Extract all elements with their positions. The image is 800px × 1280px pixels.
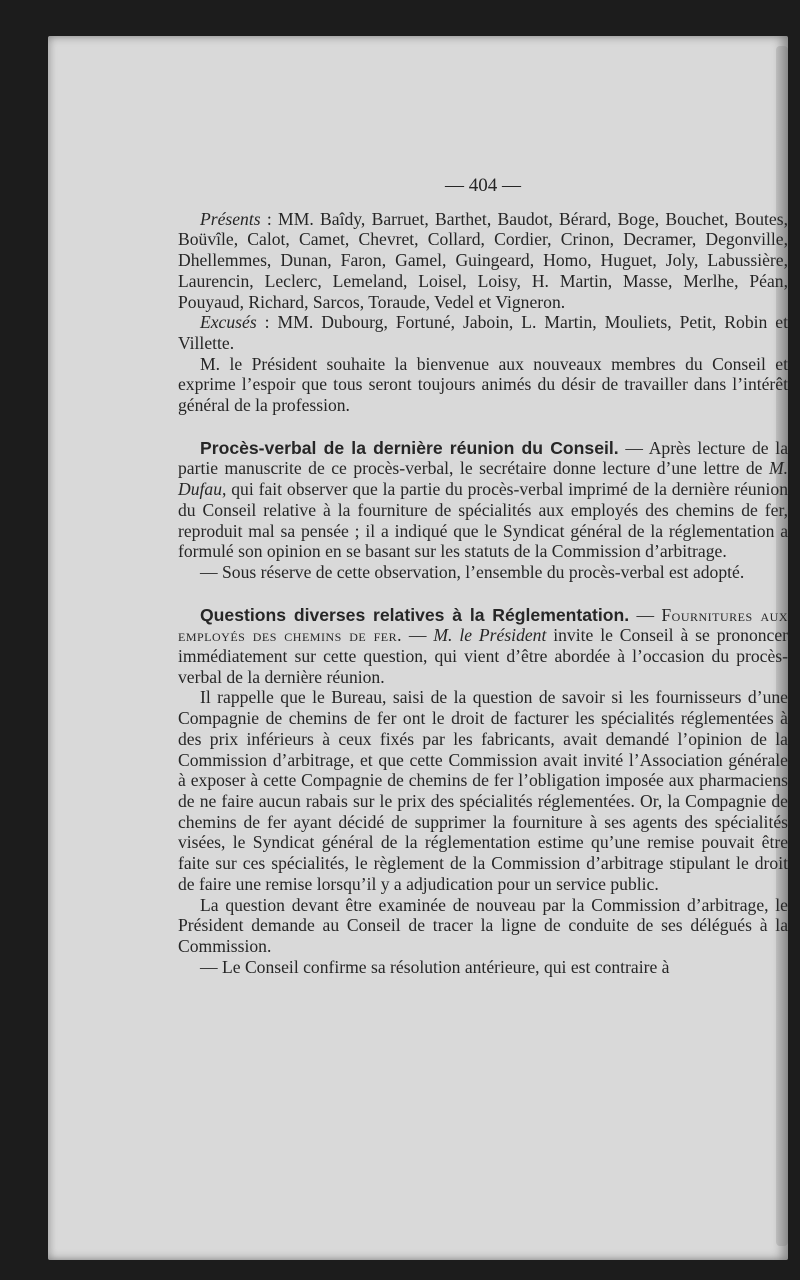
railway-subheading: Fournitures aux employés des chemins de fer. [178,604,788,646]
dash: — [402,625,434,646]
excused-names: : MM. Dubourg, Fortuné, Jaboin, L. Martin, Mouliets, Petit, Robin et Villette. [178,312,788,353]
minutes-text-b: , qui fait observer que la partie du procès-verbal imprimé de la dernière réunion du Conseil relative à la fourniture de spécialités aux employés des chemins de fer, reproduit mal sa pensée ; il a indiqué que le Syndicat général de la réglementation a formulé son opinion en se basant sur les statuts de la Commission d’arbitrage. [178,479,788,562]
minutes-text-a: — Après lecture de la partie manuscrite de ce procès-verbal, le secrétaire donne lecture d’une lettre de [178,437,789,479]
present-names: : MM. Baîdy, Barruet, Barthet, Baudot, Bérard, Boge, Bouchet, Boutes, Boüvîle, Calot, Camet, Chevret, Collard, Cordier, Crinon, Decramer, Degonville, Dhellemmes, Dunan, Faron, Gamel, Guingeard, Homo, Huguet, Joly, Labussière, Laurencin, Leclerc, Lemeland, Loisel, Loisy, H. Martin, Masse, Merlhe, Péan, Pouyaud, Richard, Sarcos, Toraude, Vedel et Vigneron. [178,208,788,312]
excused-label: Excusés [200,312,257,333]
minutes-heading: Procès-verbal de la dernière réunion du Conseil. [200,437,619,458]
dufau-name: M. Dufau [178,458,788,500]
attendance-excused-paragraph [178,312,788,353]
section-gap [178,416,788,438]
minutes-adopted-paragraph: — Sous réserve de cette observation, l’ensemble du procès-verbal est adopté. [200,561,745,582]
bureau-paragraph: Il rappelle que le Bureau, saisi de la question de savoir si les fournisseurs d’une Compagnie de chemins de fer ont le droit de facturer les spécialités réglementées à des prix inférieurs à ceux fixés par les fabricants, avait demandé l’opinion de la Commission d’arbitrage, et que cette Commission avait invité l’Association générale à exposer à cette Compagnie de chemins de fer l’obligation imposée aux pharmaciens de ne faire aucun rabais sur le prix des spécialités réglementées. Or, la Compagnie de chemins de fer ayant décidé de supprimer la fourniture à ses agents des spécialités visées, le Syndicat général de la réglementation estime qu’une remise pouvait être faite sur ces spécialités, le règlement de la Commission d’arbitrage stipulant le droit de faire une remise lorsqu’il y a adjudication pour un service public. [178,687,788,894]
page-number: — 404 — [445,175,521,196]
attendance-present-paragraph [178,209,788,313]
president-name: M. le Président [433,625,547,646]
welcome-paragraph: M. le Président souhaite la bienvenue aux nouveaux membres du Conseil et exprime l’espoir que tous seront toujours animés du désir de travailler dans l’intérêt général de la profession. [178,353,788,416]
minutes-paragraph [178,438,788,562]
question-paragraph: La question devant être examinée de nouveau par la Commission d’arbitrage, le Président demande au Conseil de tracer la ligne de conduite de ses délégués à la Commission. [178,894,788,956]
regulation-heading: Questions diverses relatives à la Réglementation. [200,604,630,625]
present-label: Présents [200,208,261,229]
section-gap [178,583,788,605]
dash: — [629,604,662,625]
resolution-paragraph: — Le Conseil confirme sa résolution antérieure, qui est contraire à [200,956,670,977]
book-page [48,36,788,1260]
regulation-paragraph [178,605,788,688]
page-content [178,176,788,977]
regulation-text: invite le Conseil à se prononcer immédiatement sur cette question, qui vient d’être abordée à l’occasion du procès-verbal de la dernière réunion. [178,625,789,687]
